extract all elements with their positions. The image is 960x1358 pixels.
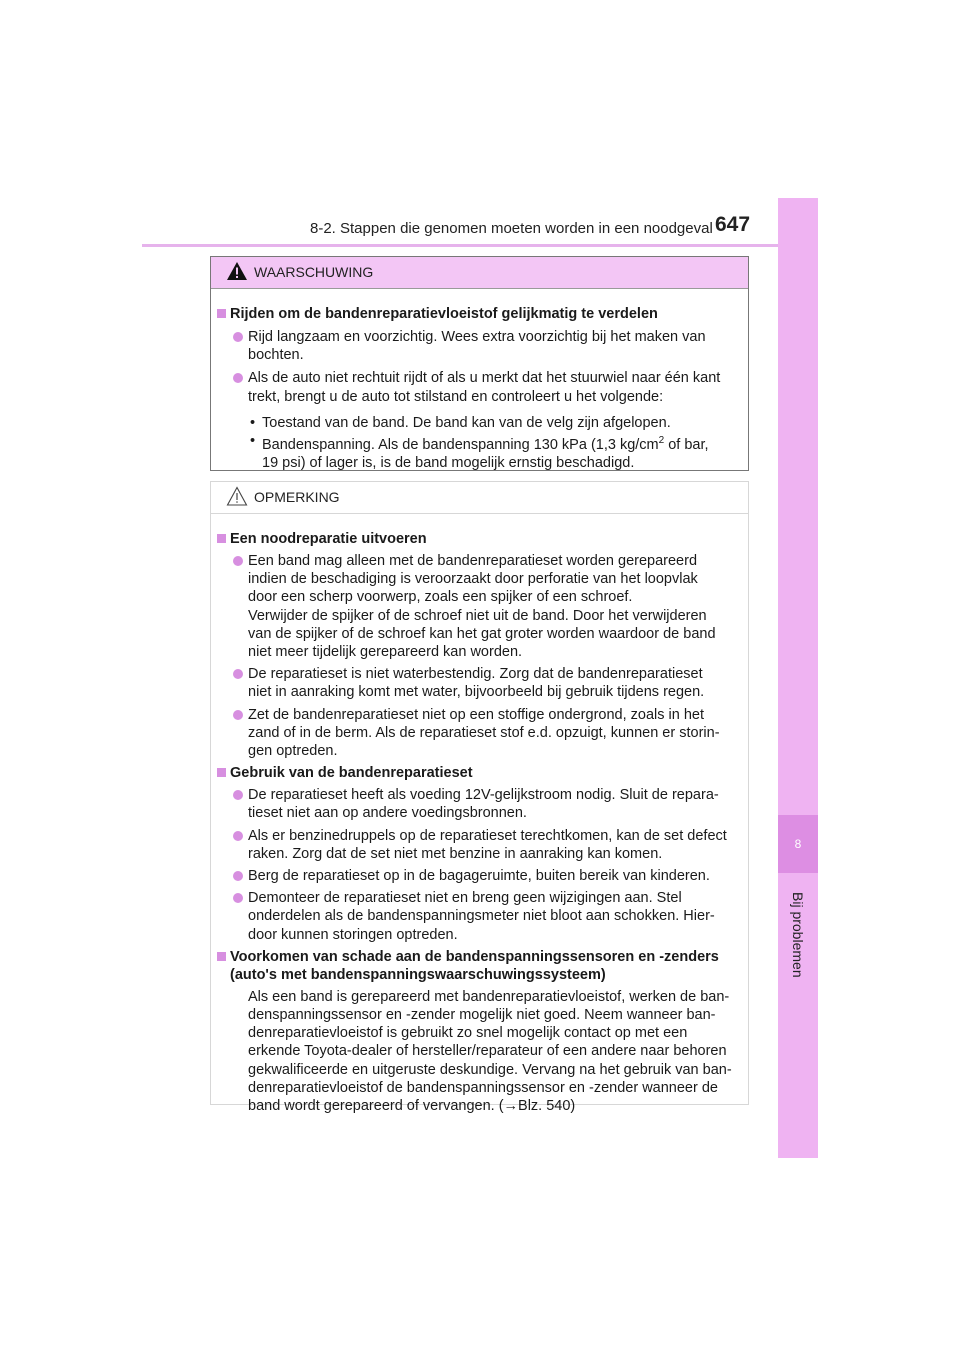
list-item: Rijd langzaam en voorzichtig. Wees extra voorzichtig bij het maken van bochten. [217,328,742,364]
notice-paragraph: Als een band is gerepareerd met bandenreparatievloeistof, werken de ban- denspanningssensor en -zender mogelijk niet goed. Neem wanneer ban- denreparatievloeistof is gebruikt zo snel mogelijk contact op met een erkende Toyota-dealer of hersteller/reparateur of een andere naar behoren gekwalificeerde en uitgeruste deskundige. Vervang na het gebruik van ban- denreparatievloeistof de bandenspanningssensor en -zender wanneer de band wordt gerepareerd of vervangen. (→Blz. 540) [248,988,732,1115]
notice-heading: Gebruik van de bandenreparatieset [217,764,742,782]
notice-title: OPMERKING [254,489,340,505]
sub-list-item: • Bandenspanning. Als de bandenspanning 130 kPa (1,3 $kg/cm^2$ of bar, 19 psi) of lager is, is de band mogelijk ernstig beschadigd. [217,432,742,472]
list-item: Als de auto niet rechtuit rijdt of als u merkt dat het stuurwiel naar één kant trekt, brengt u de auto tot stilstand en controleert u het volgende: [217,369,742,405]
warning-box [210,256,749,471]
sub-list-item: • Toestand van de band. De band kan van de velg zijn afgelopen. [217,414,742,432]
list-item: De reparatieset heeft als voeding 12V-gelijkstroom nodig. Sluit de repara- tieset niet aan op andere voedingsbronnen. [217,786,742,822]
list-item: Berg de reparatieset op in de bagageruimte, buiten bereik van kinderen. [217,867,742,885]
caution-triangle-icon [226,486,248,506]
chapter-title: Bij problemen [790,892,806,978]
warning-heading: Rijden om de bandenreparatievloeistof gelijkmatig te verdelen [217,305,742,323]
warning-triangle-icon [226,261,248,281]
list-item: Een band mag alleen met de bandenreparatieset worden gerepareerd indien de beschadiging is veroorzaakt door perforatie van het loopvlak door een scherp voorwerp, zoals een spijker of een schroef. Verwijder de spijker of de schroef niet uit de band. Door het verwijderen van de spijker of de schroef kan het gat groter worden waardoor de band niet meer tijdelijk gerepareerd kan worden. [217,552,742,661]
notice-header [211,482,748,514]
notice-heading: Voorkomen van schade aan de bandenspanningssensoren en -zenders (auto's met bandenspanningswaarschuwingssysteem) [217,948,742,984]
list-item: De reparatieset is niet waterbestendig. Zorg dat de bandenreparatieset niet in aanraking komt met water, bijvoorbeeld bij gebruik tijdens regen. [217,665,742,701]
chapter-side-band [778,198,818,1158]
warning-title: WAARSCHUWING [254,264,374,280]
chapter-number-tab: 8 [778,815,818,873]
header-divider [142,244,818,247]
list-item: Als er benzinedruppels op de reparatieset terechtkomen, kan de set defect raken. Zorg dat de set niet met benzine in aanraking kan komen. [217,827,742,863]
list-item: Zet de bandenreparatieset niet op een stoffige ondergrond, zoals in het zand of in de berm. Als de reparatieset stof e.d. opzuigt, kunnen er storin- gen optreden. [217,706,742,761]
section-header: 8-2. Stappen die genomen moeten worden in een noodgeval [310,220,713,237]
notice-heading: Een noodreparatie uitvoeren [217,530,742,548]
page-number: 647 [715,213,751,236]
list-item: Demonteer de reparatieset niet en breng geen wijzigingen aan. Stel onderdelen als de bandenspanningsmeter niet bloot aan schokken. Hier- door kunnen storingen optreden. [217,889,742,944]
warning-header [211,257,748,289]
notice-box [210,481,749,1115]
